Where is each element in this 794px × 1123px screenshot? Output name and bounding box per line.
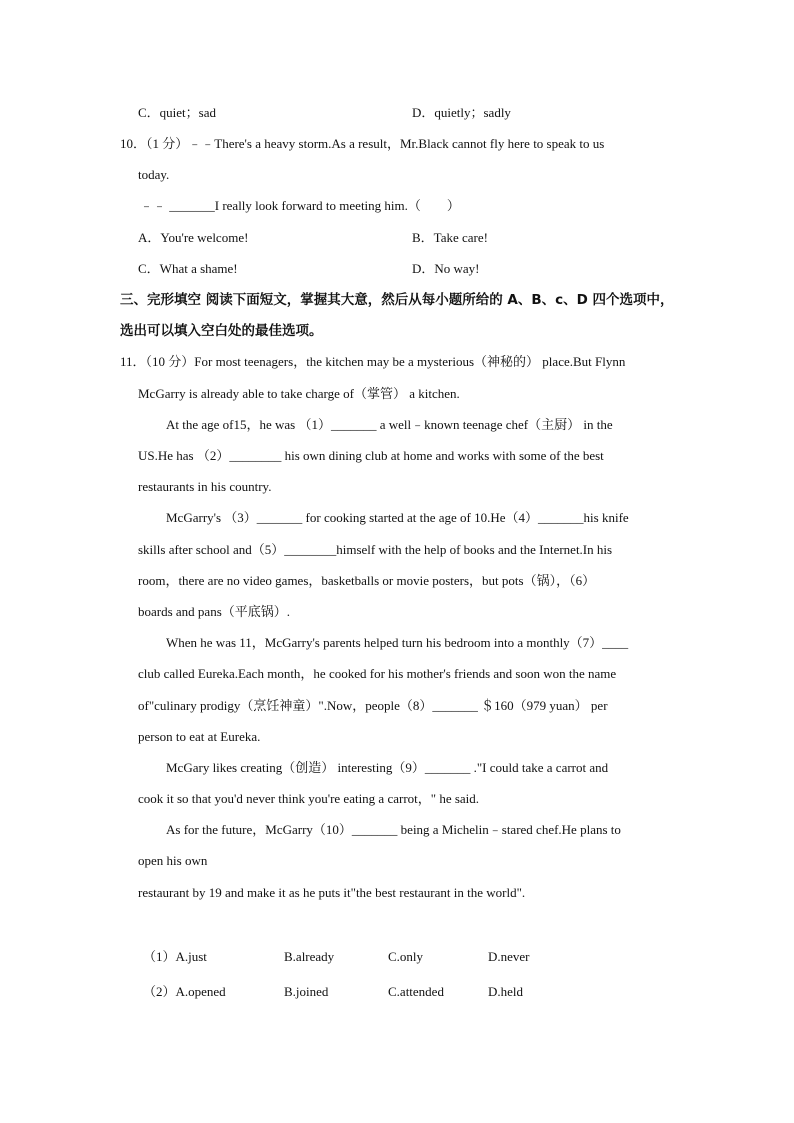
q11-line-8: room，there are no video games，basketballs or movie posters，but pots（锅），（6） (138, 573, 596, 588)
q11-line-18: restaurant by 19 and make it as he puts it"the best restaurant in the world". (138, 885, 526, 900)
q11-line-6: McGarry's （3）_______ for cooking started at the age of 10.He（4）_______his knife (166, 510, 629, 525)
q11-line-5: restaurants in his country. (138, 479, 272, 494)
q11-line-7: skills after school and（5）________himself with the help of books and the Internet.In his (138, 542, 613, 557)
q11-line-2: McGarry is already able to take charge of（掌管） a kitchen. (138, 386, 460, 401)
choice-1-c: C.only (388, 949, 424, 964)
q11-line-10: When he was 11，McGarry's parents helped turn his bedroom into a monthly（7）____ (166, 635, 629, 650)
choice-2-a: （2）A.opened (143, 984, 226, 999)
q10-stem-line2: today. (138, 167, 170, 182)
choice-1-d: D.never (488, 949, 530, 964)
q11-line-1: 11．（10 分）For most teenagers，the kitchen may be a mysterious（神秘的） place.But Flynn (120, 354, 626, 369)
q9-option-d: D．quietly；sadly (412, 105, 511, 120)
q9-option-c: C．quiet；sad (138, 105, 216, 120)
q10-option-d: D．No way! (412, 261, 480, 276)
choice-1-b: B.already (284, 949, 335, 964)
q11-line-4: US.He has （2）________ his own dining club at home and works with some of the best (138, 448, 604, 463)
choice-2-c: C.attended (388, 984, 444, 999)
q11-line-14: McGary likes creating（创造） interesting（9）_______ ."I could take a carrot and (166, 760, 609, 775)
q10-option-c: C．What a shame! (138, 261, 238, 276)
section3-heading-line1: 三、完形填空 阅读下面短文，掌握其大意，然后从每小题所给的 A、B、c、D 四个选项中， (120, 292, 674, 308)
q11-line-9: boards and pans（平底锅）. (138, 604, 291, 619)
q10-stem-line3: ﹣﹣ _______I really look forward to meeting him.（ ） (140, 198, 460, 213)
q11-line-17: open his own (138, 853, 208, 868)
q11-line-15: cook it so that you'd never think you're eating a carrot，" he said. (138, 791, 480, 806)
q10-stem-line1: 10．（1 分）﹣﹣There's a heavy storm.As a result，Mr.Black cannot fly here to speak to us (120, 136, 605, 151)
choice-2-b: B.joined (284, 984, 329, 999)
q11-line-16: As for the future，McGarry（10）_______ being a Michelin﹣stared chef.He plans to (166, 822, 621, 837)
choice-2-d: D.held (488, 984, 524, 999)
q11-line-11: club called Eureka.Each month，he cooked for his mother's friends and soon won the name (138, 666, 617, 681)
q11-line-3: At the age of15，he was （1）_______ a well﹣known teenage chef（主厨） in the (166, 417, 613, 432)
section3-heading-line2: 选出可以填入空白处的最佳选项。 (120, 323, 323, 339)
q10-option-a: A．You're welcome! (138, 230, 249, 245)
q11-line-13: person to eat at Eureka. (138, 729, 261, 744)
choice-1-a: （1）A.just (143, 949, 207, 964)
q10-option-b: B．Take care! (412, 230, 488, 245)
q11-line-12: of"culinary prodigy（烹饪神童）".Now，people（8）_______ ＄160（979 yuan） per (138, 698, 608, 713)
